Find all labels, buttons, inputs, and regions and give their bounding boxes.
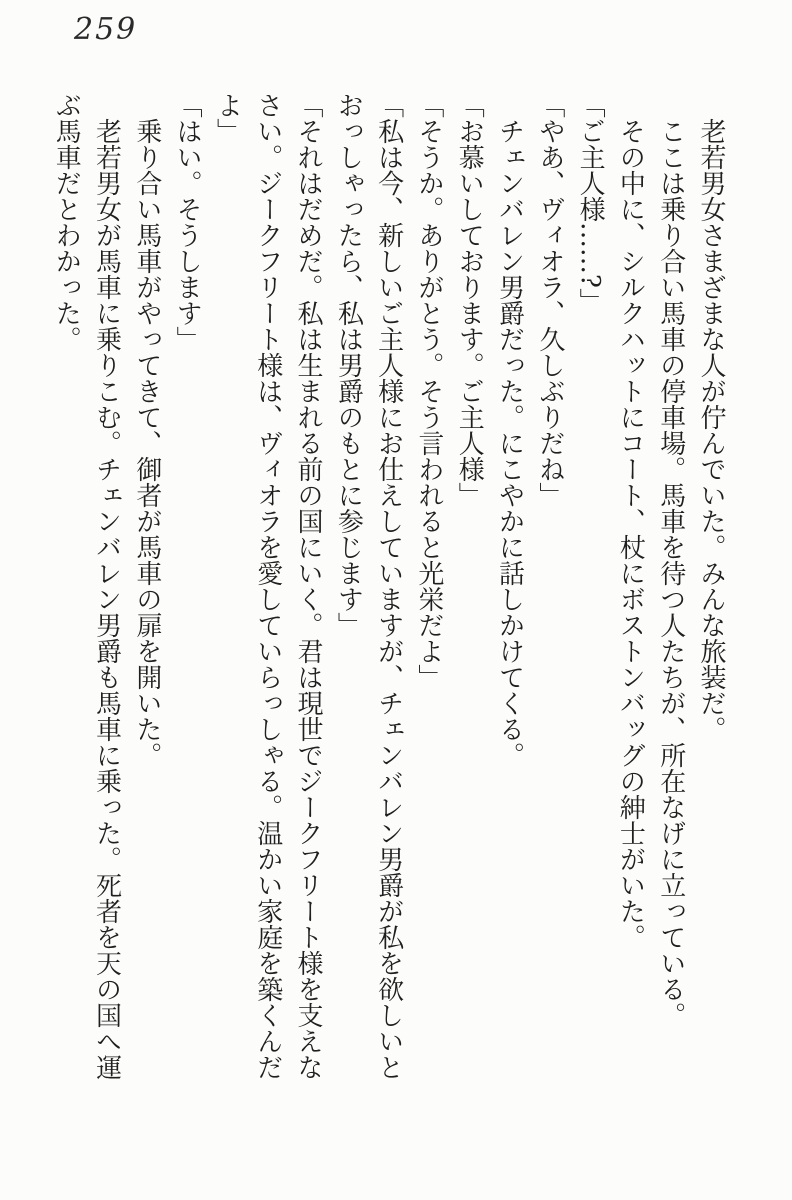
paragraph-13: 老若男女が馬車に乗りこむ。チェンバレン男爵も馬車に乗った。死者を天の国へ運ぶ馬車だとわかった。 bbox=[51, 92, 122, 1080]
paragraph-4: 「ご主人様……?」 bbox=[575, 92, 606, 314]
paragraph-3: その中に、シルクハットにコート、杖にボストンバッグの紳士がいた。 bbox=[615, 118, 646, 950]
paragraph-5: 「やあ、ヴィオラ、久しぶりだね」 bbox=[534, 92, 565, 508]
paragraph-1: 老若男女さまざまな人が佇んでいた。みんな旅装だ。 bbox=[696, 118, 726, 742]
text-block bbox=[45, 92, 731, 1080]
paragraph-12: 乗り合い馬車がやってきて、御者が馬車の扉を開いた。 bbox=[131, 118, 162, 768]
paragraph-6: チェンバレン男爵だった。にこやかに話しかけてくる。 bbox=[494, 118, 525, 768]
paragraph-11: 「はい。そうします」 bbox=[172, 92, 203, 352]
paragraph-9: 「私は今、新しいご主人様にお仕えしていますが、チェンバレン男爵が私を欲しいとおっしゃったら、私は男爵のもとに参じます」 bbox=[333, 92, 404, 1080]
paragraph-7: 「お慕いしております。ご主人様」 bbox=[454, 92, 485, 508]
paragraph-2: ここは乗り合い馬車の停車場。馬車を待つ人たちが、所在なげに立っている。 bbox=[655, 118, 686, 1028]
paragraph-8: 「そうか。ありがとう。そう言われると光栄だよ」 bbox=[413, 92, 444, 690]
page-number: 259 bbox=[74, 12, 138, 47]
paragraph-10: 「それはだめだ。私は生まれる前の国にいく。君は現世でジークフリート様を支えなさい。ジークフリート様は、ヴィオラを愛していらっしゃる。温かい家庭を築くんだよ」 bbox=[212, 92, 324, 1080]
